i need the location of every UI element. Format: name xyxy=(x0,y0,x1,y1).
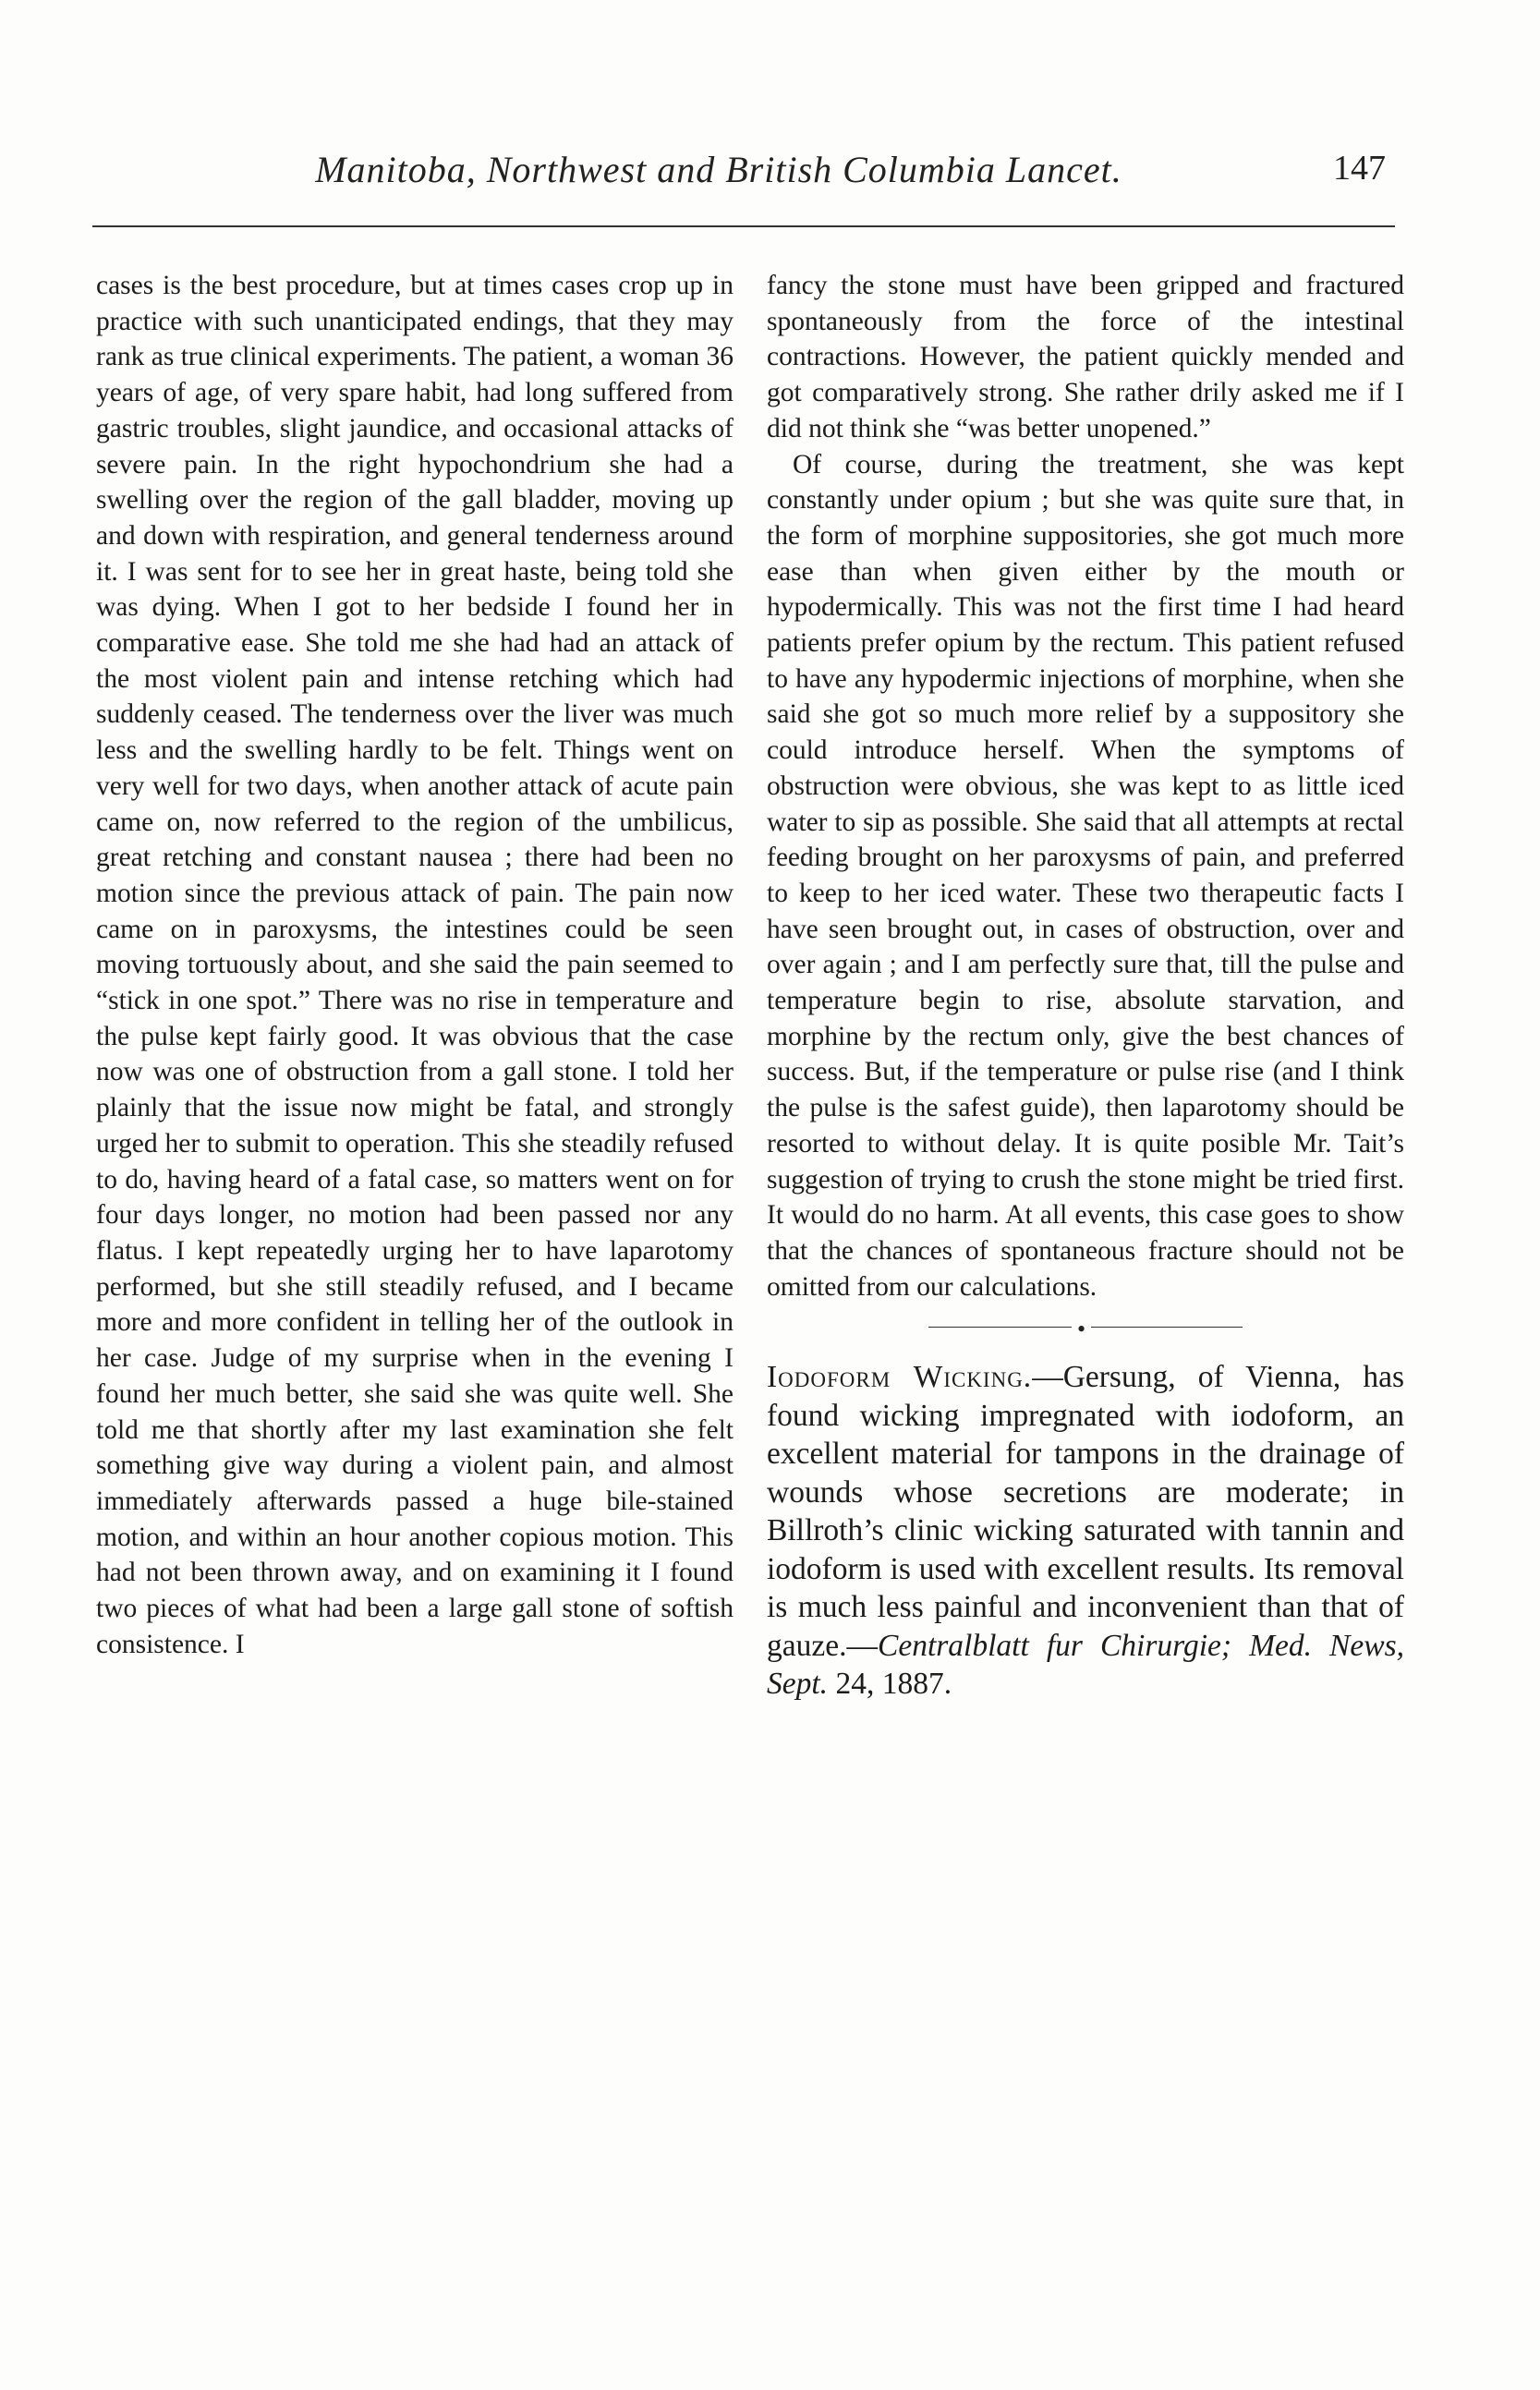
running-header xyxy=(92,148,1395,203)
iodoform-notice xyxy=(767,1358,1404,1704)
divider-ornament: • xyxy=(1072,1312,1091,1348)
notice-heading: Iodoform Wicking. xyxy=(767,1360,1033,1395)
notice-citation-date: 24, 1887. xyxy=(828,1667,952,1702)
notice-citation: Centralblatt fur Chirurgie; Med. News, Sept. xyxy=(767,1628,1404,1702)
right-paragraph-1: fancy the stone must have been gripped and fractured spontaneously from the force of the intestinal contractions. However, the patient quickly mended and got comparatively strong. She rather drily asked me if I did not think she “was better unopened.” xyxy=(767,271,1404,443)
page-number: 147 xyxy=(1333,149,1386,188)
notice-body: —Gersung, of Vienna, has found wicking impregnated with iodoform, an excellent material for tampons in the drainage of wounds whose secretions are moderate; in Billroth’s clinic wicking saturated with tannin and iodoform is used with excellent results. Its removal is much less painful and inconvenient than that of gauze.— xyxy=(767,1360,1404,1663)
right-column xyxy=(767,268,1404,1704)
header-rule xyxy=(92,225,1395,227)
left-column-text: cases is the best procedure, but at times cases crop up in practice with such unanticipated endings, that they may rank as true clinical experiments. The patient, a woman 36 years of age, of very spare habit, had long suffered from gastric troubles, slight jaundice, and occasional attacks of severe pain. In the right hypochondrium she had a swelling over the region of the gall bladder, moving up and down with respiration, and general tenderness around it. I was sent for to see her in great haste, being told she was dying. When I got to her bedside I found her in comparative ease. She told me she had had an attack of the most violent pain and intense retching which had suddenly ceased. The tenderness over the liver was much less and the swelling hardly to be felt. Things went on very well for two days, when another attack of acute pain came on, now referred to the region of the umbilicus, great retching and constant nausea ; there had been no motion since the previous attack of pain. The pain now came on in paroxysms, the intestines could be seen moving tortuously about, and she said the pain seemed to “stick in one spot.” There was no rise in temperature and the pulse kept fairly good. It was obvious that the case now was one of obstruction from a gall stone. I told her plainly that the issue now might be fatal, and strongly urged her to submit to operation. This she steadily refused to do, having heard of a fatal case, so matters went on for four days longer, no motion had been passed nor any flatus. I kept repeatedly urging her to have laparotomy performed, but she still steadily refused, and I became more and more confident in telling her of the outlook in her case. Judge of my surprise when in the evening I found her much better, she said she was quite well. She told me that shortly after my last examination she felt something give way during a violent pain, and almost immediately afterwards passed a huge bile-stained motion, and within an hour another copious motion. This had not been thrown away, and on examining it I found two pieces of what had been a large gall stone of softish consistence. I xyxy=(96,271,734,1659)
journal-title: Manitoba, Northwest and British Columbia Lancet. xyxy=(315,149,1122,190)
left-column xyxy=(96,268,734,1662)
section-divider xyxy=(767,1310,1404,1347)
right-paragraph-2: Of course, during the treatment, she was kept constantly under opium ; but she was quite sure that, in the form of morphine suppositories, she got much more ease than when given either by the mouth or hypodermically. This was not the first time I had heard patients prefer opium by the rectum. This patient refused to have any hypodermic injections of morphine, when she said she got so much more relief by a suppository she could introduce herself. When the symptoms of obstruction were obvious, she was kept to as little iced water to sip as possible. She said that all attempts at rectal feeding brought on her paroxysms of pain, and preferred to keep to her iced water. These two therapeutic facts I have seen brought out, in cases of obstruction, over and over again ; and I am perfectly sure that, till the pulse and temperature begin to rise, absolute starvation, and morphine by the rectum only, give the best chances of success. But, if the temperature or pulse rise (and I think the pulse is the safest guide), then laparotomy should be resorted to without delay. It is quite posible Mr. Tait’s suggestion of trying to crush the stone might be tried first. It would do no harm. At all events, this case goes to show that the chances of spontaneous fracture should not be omitted from our calculations. xyxy=(767,449,1404,1302)
